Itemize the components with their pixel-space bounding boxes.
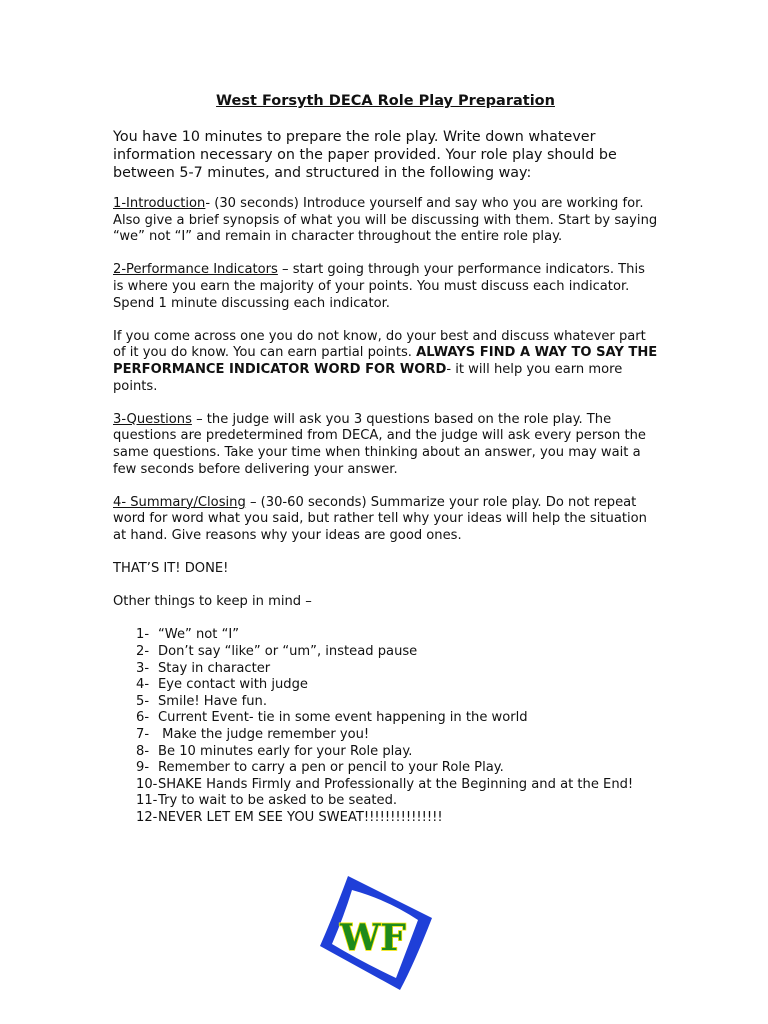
section-heading: 2-Performance Indicators [113,262,278,278]
list-number: 5- [136,693,150,709]
document-page [113,92,658,827]
list-number: 4- [136,677,150,693]
list-item [136,760,658,777]
section-body: – (30-60 seconds) Summarize your role play. Do not repeat word for word what you said, but rather tell why your ideas will help the situation at hand. Give reasons why your ideas are good ones. [113,494,647,543]
list-item [136,727,658,744]
section-heading: 3-Questions [113,411,192,427]
wf-logo [318,874,434,992]
section-summary-closing [113,495,658,545]
list-item [136,694,658,711]
list-number: 6- [136,710,150,726]
list-number: 3- [136,660,150,676]
list-text: Don’t say “like” or “um”, instead pause [158,644,418,660]
partial-text-end: - it will help you earn more points. [113,361,623,394]
list-number: 8- [136,743,150,759]
list-number: 9- [136,760,150,776]
list-item [136,661,658,678]
list-item [136,777,658,794]
list-text: Try to wait to be asked to be seated. [158,793,398,809]
section-body: – the judge will ask you 3 questions based on the role play. The questions are predetermined from DECA, and the judge will ask every person the same questions. Take your time when thinking about an answer, you may wait a few seconds before delivering your answer. [113,411,646,477]
logo-text: WF [340,917,406,959]
list-text: Smile! Have fun. [158,693,268,709]
intro-paragraph: You have 10 minutes to prepare the role play. Write down whatever information necessary on the paper provided. Your role play should be between 5-7 minutes, and structured in the following way: [113,129,617,181]
section-heading: 1-Introduction [113,196,206,211]
list-item [136,710,658,727]
list-number: 7- [136,727,150,742]
partial-text: If you come across one you do not know, do your best and discuss whatever part of it you do know. You can earn partial points. [113,328,646,361]
tips-list [113,627,658,826]
list-number: 1- [136,627,150,643]
section-performance-indicators [113,262,658,312]
list-item [136,793,658,810]
list-item [136,810,658,827]
list-item [136,744,658,761]
list-text: Eye contact with judge [158,677,308,693]
list-number: 12- [136,809,158,825]
list-text: Remember to carry a pen or pencil to your Role Play. [158,760,504,776]
list-text: SHAKE Hands Firmly and Professionally at the Beginning and at the End! [158,776,634,792]
list-item [136,644,658,661]
list-item [136,677,658,694]
list-text: NEVER LET EM SEE YOU SWEAT!!!!!!!!!!!!!!! [158,809,443,825]
section-heading: 4- Summary/Closing [113,494,246,510]
section-body: – start going through your performance indicators. This is where you earn the majority of your points. You must discuss each indicator. Spend 1 minute discussing each indicator. [113,262,645,311]
keep-in-mind-heading: Other things to keep in mind – [113,594,312,610]
done-line: THAT’S IT! DONE! [113,561,229,577]
list-number: 11- [136,793,158,809]
emphasis-text: ALWAYS FIND A WAY TO SAY THE PERFORMANCE INDICATOR WORD FOR WORD [113,345,658,377]
section-questions [113,412,658,478]
section-body: - (30 seconds) Introduce yourself and say who you are working for. Also give a brief synopsis of what you will be discussing with them. Start by saying “we” not “I” and remain in character throughout the entire role play. [113,196,658,245]
list-text: Current Event- tie in some event happening in the world [158,710,528,726]
section-introduction [113,196,658,246]
list-text: “We” not “I” [158,627,239,643]
partial-points-paragraph [113,329,658,395]
list-text: Be 10 minutes early for your Role play. [158,743,413,759]
document-title: West Forsyth DECA Role Play Preparation [216,93,555,109]
list-item [136,627,658,644]
list-number: 10- [136,776,158,792]
list-text: Make the judge remember you! [158,727,370,742]
list-number: 2- [136,644,150,660]
list-text: Stay in character [158,660,271,676]
